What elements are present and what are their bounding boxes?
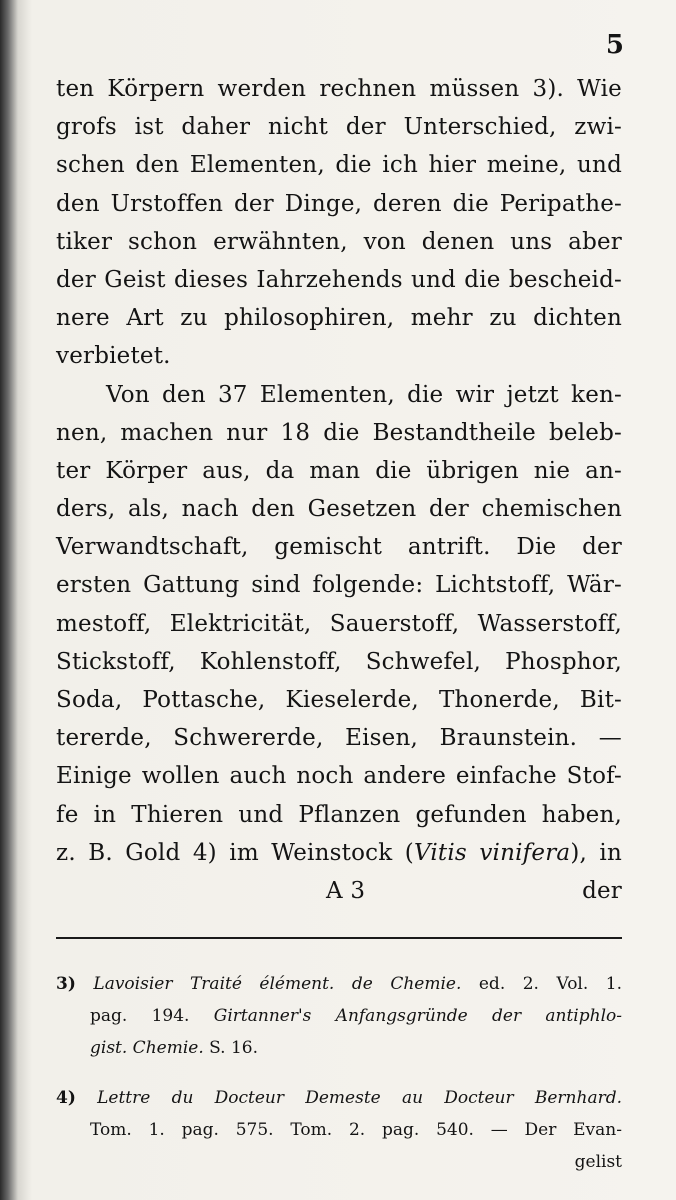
text-line: ersten Gattung sind folgende: Lichtstoff, Wär- (56, 572, 622, 599)
text-fragment: ), in (570, 839, 622, 866)
footnote-marker: 3) (56, 974, 76, 994)
text-line: Verwandtschaft, gemischt antrift. Die der (56, 534, 622, 561)
footnote-line (56, 968, 622, 1000)
footnote-line (56, 1032, 622, 1064)
text-line: nen, machen nur 18 die Bestandtheile beleb- (56, 419, 622, 446)
text-line: den Urstoffen der Dinge, deren die Peripathe- (56, 190, 622, 217)
text-line: der Geist dieses Iahrzehends und die bescheid- (56, 266, 622, 293)
text-line: Einige wollen auch noch andere einfache Stof- (56, 763, 622, 790)
text-fragment: z. B. Gold 4) im Weinstock ( (56, 839, 414, 866)
text-line: ders, als, nach den Gesetzen der chemischen (56, 496, 622, 523)
text-line: grofs ist daher nicht der Unterschied, zwi- (56, 114, 622, 141)
text-line: schen den Elementen, die ich hier meine, und (56, 152, 622, 179)
text-line: fe in Thieren und Pflanzen gefunden haben, (56, 801, 622, 828)
text-line: nere Art zu philosophiren, mehr zu dichten (56, 305, 622, 332)
footnote-text: ed. 2. Vol. 1. (461, 974, 623, 994)
italic-term: Vitis vinifera (413, 839, 571, 866)
text-line: verbietet. (56, 343, 171, 370)
text-line: Soda, Pottasche, Kieselerde, Thonerde, Bit- (56, 687, 622, 713)
text-line (56, 834, 622, 872)
text-line: tererde, Schwererde, Eisen, Braunstein. — (56, 725, 622, 752)
footnote-title: Lettre du Docteur Demeste au Docteur Bernhard. (97, 1088, 623, 1108)
signature-mark: A 3 (326, 877, 366, 904)
catchword: der (582, 877, 622, 904)
footnotes (56, 968, 622, 1178)
text-line: mestoff, Elektricität, Sauerstoff, Wasserstoff, (56, 610, 622, 637)
footnote-line: Tom. 1. pag. 575. Tom. 2. pag. 540. — Der Evan- (90, 1120, 622, 1140)
footnote-text: pag. 194. (90, 1006, 214, 1026)
footnote-divider (56, 937, 622, 939)
text-line: ten Körpern werden rechnen müssen 3). Wie (56, 76, 622, 102)
footnote-line (56, 1082, 622, 1114)
footnote-4 (56, 1082, 622, 1178)
footnote-title: gist. Chemie. (90, 1038, 204, 1058)
footnote-line (56, 1000, 622, 1032)
footnote-text: S. 16. (203, 1038, 259, 1058)
text-line: Stickstoff, Kohlenstoff, Schwefel, Phosphor, (56, 648, 622, 675)
footnote-3 (56, 968, 622, 1064)
page-number: 5 (605, 30, 624, 60)
text-line: ter Körper aus, da man die übrigen nie an- (56, 457, 622, 484)
footnote-title: Girtanner's Anfangsgründe der antiphlo- (213, 1006, 622, 1026)
footnote-marker: 4) (56, 1088, 76, 1108)
text-line: tiker schon erwähnten, von denen uns aber (56, 228, 622, 255)
signature-line (56, 872, 622, 910)
text-line: Von den 37 Elementen, die wir jetzt ken- (106, 381, 622, 408)
footnote-title: Lavoisier Traité élément. de Chemie. (93, 974, 462, 994)
main-text (56, 70, 622, 910)
footnote-line: gelist (574, 1152, 622, 1172)
